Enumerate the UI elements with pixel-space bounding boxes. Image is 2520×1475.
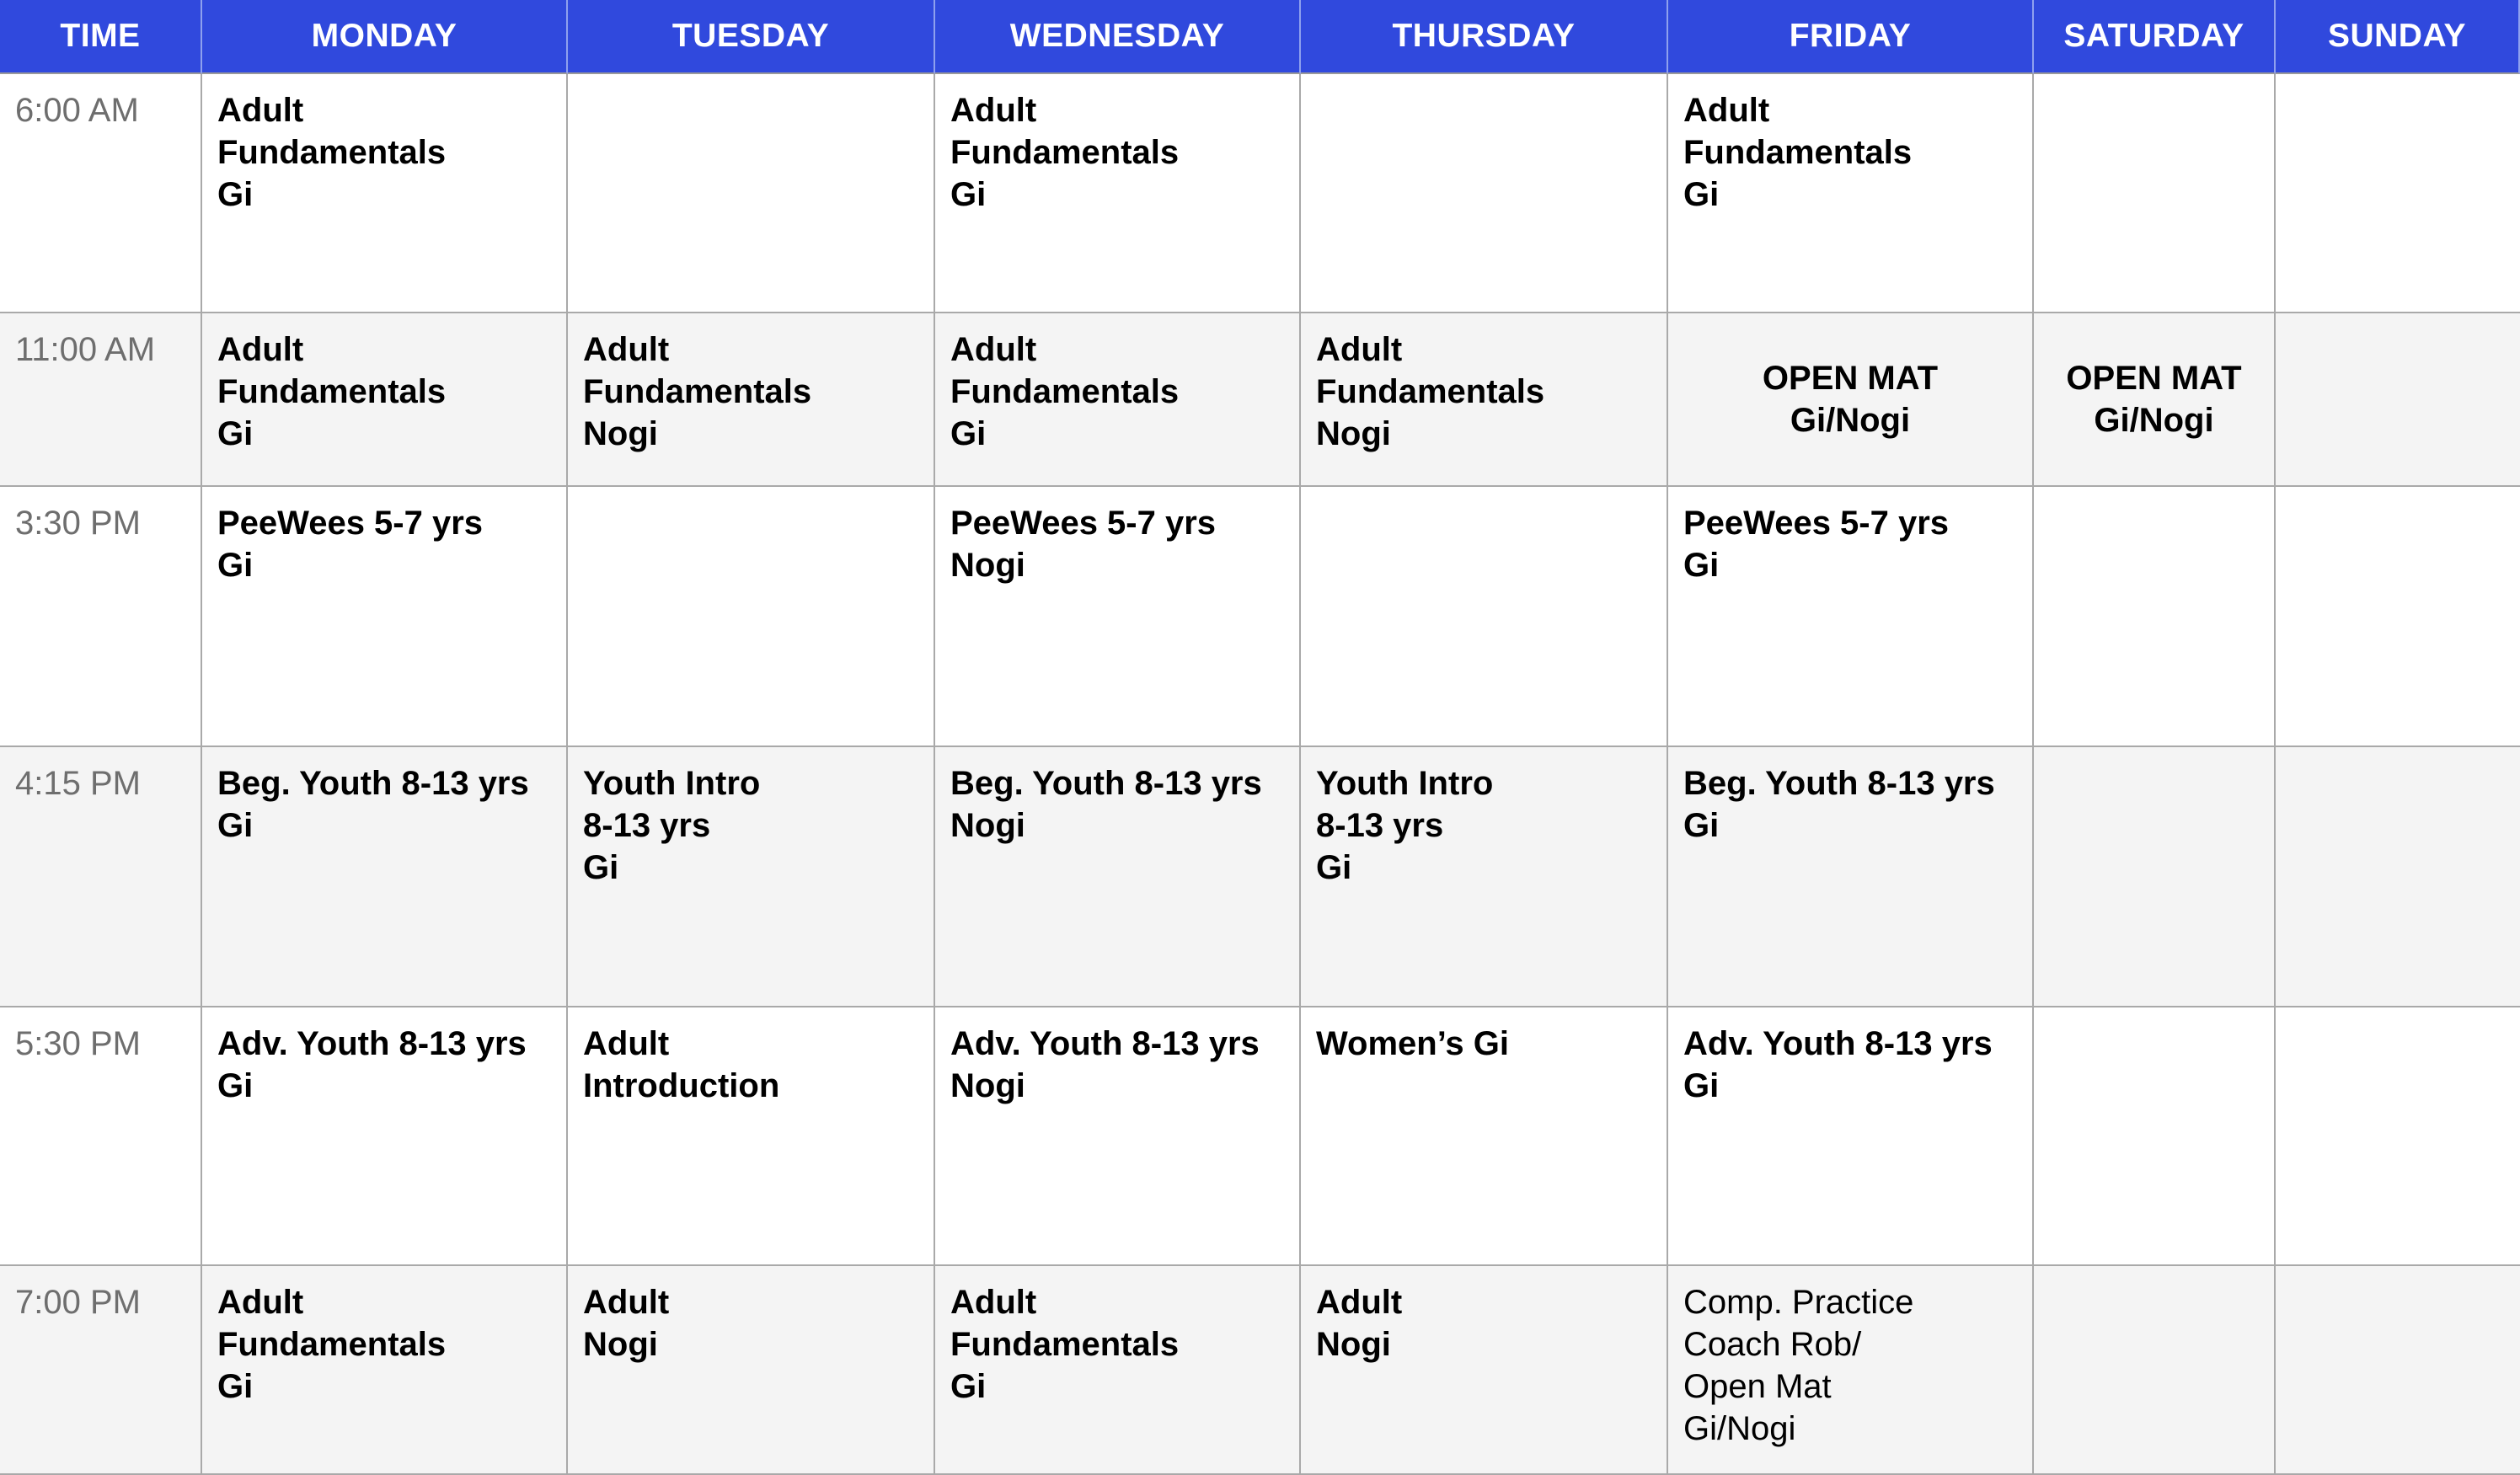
class-cell-sunday	[2276, 313, 2520, 487]
header-saturday: SATURDAY	[2034, 0, 2276, 74]
class-cell-tuesday: Youth Intro 8-13 yrs Gi	[568, 747, 935, 1007]
class-cell-thursday: Women’s Gi	[1301, 1007, 1668, 1266]
class-cell-sunday	[2276, 747, 2520, 1007]
class-cell-monday: Adv. Youth 8-13 yrs Gi	[202, 1007, 568, 1266]
time-cell: 4:15 PM	[0, 747, 202, 1007]
class-cell-thursday: Adult Fundamentals Nogi	[1301, 313, 1668, 487]
class-cell-sunday	[2276, 487, 2520, 747]
class-cell-thursday: Adult Nogi	[1301, 1266, 1668, 1475]
class-cell-monday: Adult Fundamentals Gi	[202, 313, 568, 487]
class-cell-monday: Adult Fundamentals Gi	[202, 1266, 568, 1475]
class-cell-saturday	[2034, 1266, 2276, 1475]
time-cell: 3:30 PM	[0, 487, 202, 747]
class-cell-sunday	[2276, 1266, 2520, 1475]
class-cell-wednesday: Adv. Youth 8-13 yrs Nogi	[935, 1007, 1301, 1266]
class-cell-saturday	[2034, 487, 2276, 747]
header-sunday: SUNDAY	[2276, 0, 2520, 74]
class-cell-friday: PeeWees 5-7 yrs Gi	[1668, 487, 2034, 747]
header-wednesday: WEDNESDAY	[935, 0, 1301, 74]
class-cell-tuesday	[568, 487, 935, 747]
header-thursday: THURSDAY	[1301, 0, 1668, 74]
class-cell-tuesday	[568, 74, 935, 313]
class-cell-saturday	[2034, 74, 2276, 313]
class-cell-thursday: Youth Intro 8-13 yrs Gi	[1301, 747, 1668, 1007]
class-cell-saturday: OPEN MAT Gi/Nogi	[2034, 313, 2276, 487]
class-cell-wednesday: PeeWees 5-7 yrs Nogi	[935, 487, 1301, 747]
class-cell-saturday	[2034, 1007, 2276, 1266]
class-cell-friday: Comp. Practice Coach Rob/ Open Mat Gi/Nogi	[1668, 1266, 2034, 1475]
time-cell: 6:00 AM	[0, 74, 202, 313]
class-cell-friday: OPEN MAT Gi/Nogi	[1668, 313, 2034, 487]
class-cell-thursday	[1301, 487, 1668, 747]
class-cell-thursday	[1301, 74, 1668, 313]
time-cell: 11:00 AM	[0, 313, 202, 487]
class-cell-wednesday: Adult Fundamentals Gi	[935, 1266, 1301, 1475]
header-friday: FRIDAY	[1668, 0, 2034, 74]
time-cell: 5:30 PM	[0, 1007, 202, 1266]
class-cell-tuesday: Adult Nogi	[568, 1266, 935, 1475]
header-time: TIME	[0, 0, 202, 74]
header-tuesday: TUESDAY	[568, 0, 935, 74]
class-cell-friday: Adv. Youth 8-13 yrs Gi	[1668, 1007, 2034, 1266]
class-cell-monday: PeeWees 5-7 yrs Gi	[202, 487, 568, 747]
class-cell-sunday	[2276, 1007, 2520, 1266]
class-cell-tuesday: Adult Fundamentals Nogi	[568, 313, 935, 487]
time-cell: 7:00 PM	[0, 1266, 202, 1475]
class-cell-sunday	[2276, 74, 2520, 313]
class-cell-wednesday: Beg. Youth 8-13 yrs Nogi	[935, 747, 1301, 1007]
class-cell-wednesday: Adult Fundamentals Gi	[935, 74, 1301, 313]
class-cell-friday: Beg. Youth 8-13 yrs Gi	[1668, 747, 2034, 1007]
class-cell-saturday	[2034, 747, 2276, 1007]
class-cell-monday: Beg. Youth 8-13 yrs Gi	[202, 747, 568, 1007]
class-cell-monday: Adult Fundamentals Gi	[202, 74, 568, 313]
header-monday: MONDAY	[202, 0, 568, 74]
class-cell-wednesday: Adult Fundamentals Gi	[935, 313, 1301, 487]
class-cell-tuesday: Adult Introduction	[568, 1007, 935, 1266]
class-cell-friday: Adult Fundamentals Gi	[1668, 74, 2034, 313]
